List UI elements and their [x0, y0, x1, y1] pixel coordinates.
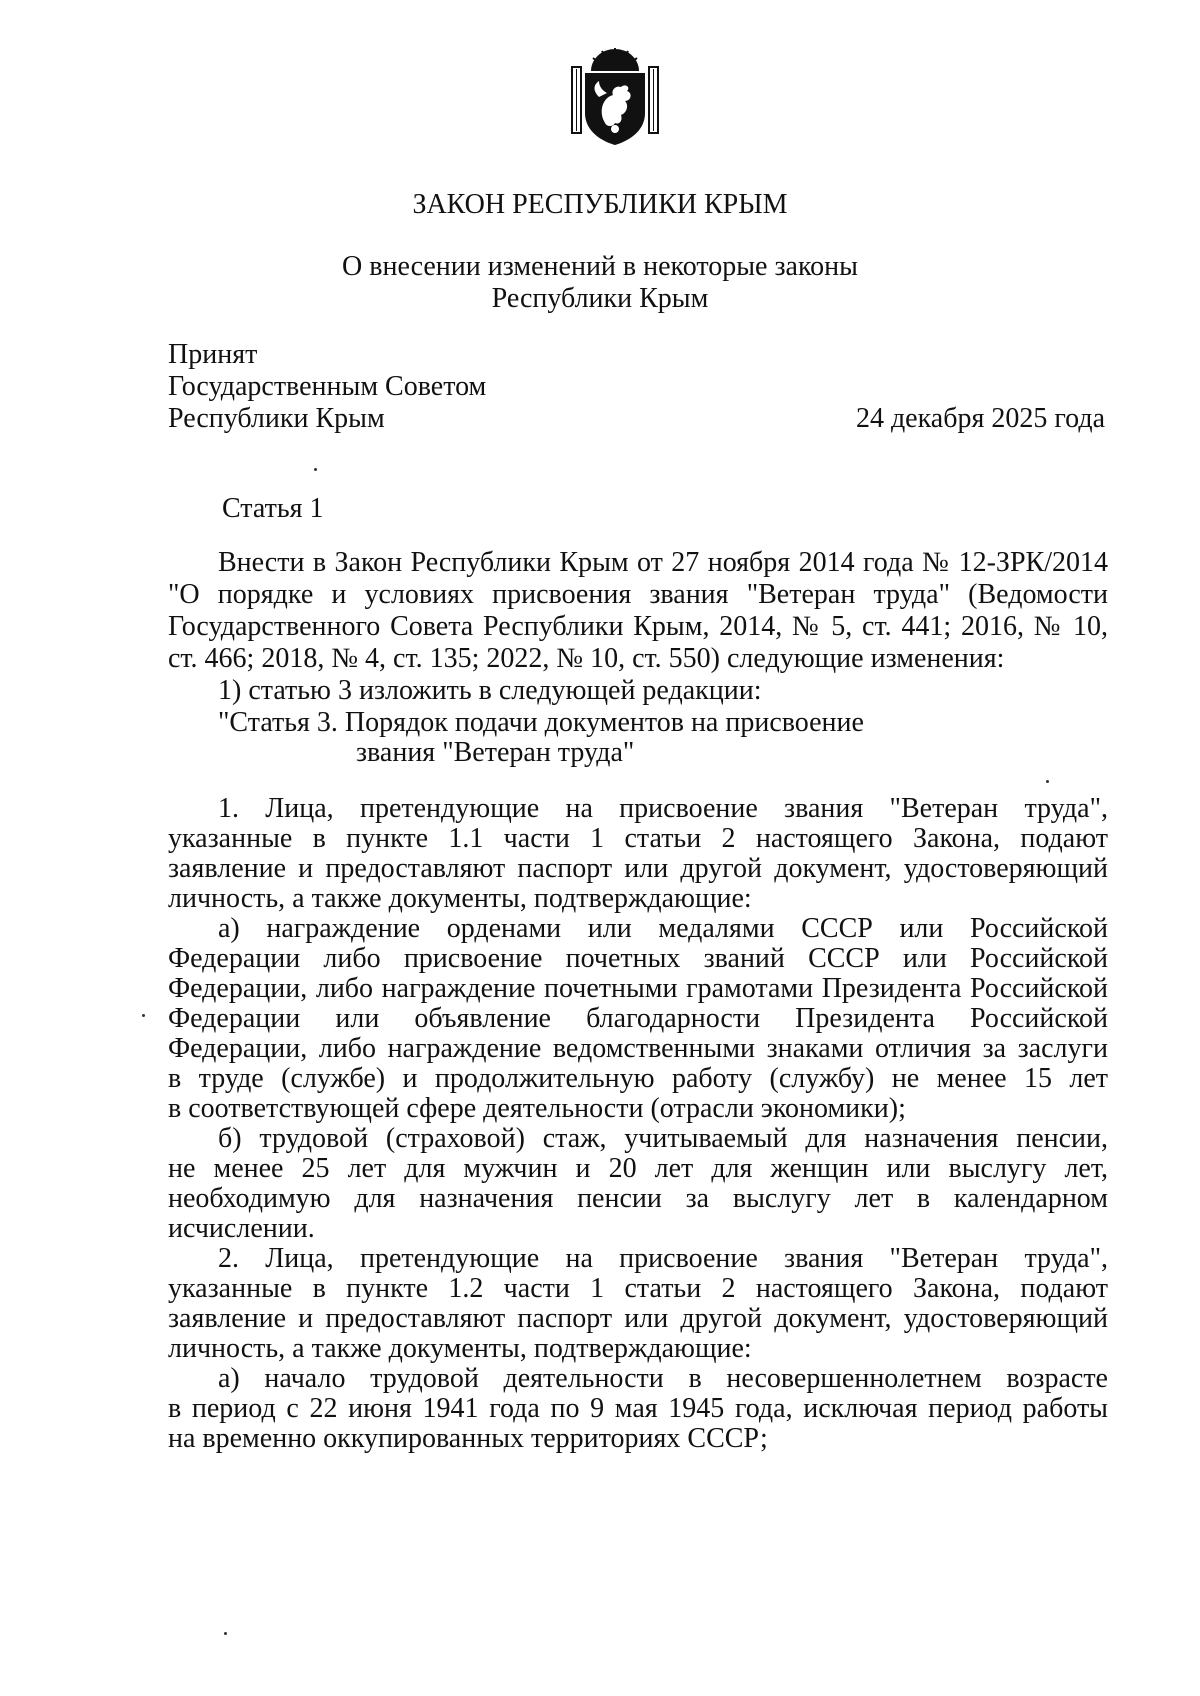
p1-line-1: 1. Лица, претендующие на присвоение звания "Ветеран труда",: [218, 793, 1108, 824]
item-1: 1) статью 3 изложить в следующей редакции:: [218, 675, 762, 706]
p1a-line-6: в труде (службе) и продолжительную работу (службу) не менее 15 лет: [168, 1063, 1108, 1094]
p2a-line-3: на временно оккупированных территориях СССР;: [168, 1423, 768, 1454]
law-subtitle-line-1: О внесении изменений в некоторые законы: [342, 251, 858, 282]
p1-line-4: личность, а также документы, подтверждающие:: [168, 883, 752, 914]
p1a-line-4: Федерации или объявление благодарности Президента Российской: [168, 1003, 1108, 1034]
intro-line-3: Государственного Совета Республики Крым, 2014, № 5, ст. 441; 2016, № 10,: [168, 611, 1108, 642]
p1a-line-7: в соответствующей сфере деятельности (отрасли экономики);: [168, 1093, 906, 1124]
p1b-line-1: б) трудовой (страховой) стаж, учитываемый для назначения пенсии,: [218, 1123, 1108, 1154]
p1a-line-2: Федерации либо присвоение почетных званий СССР или Российской: [168, 943, 1108, 974]
quoted-article-title-2: звания "Ветеран труда": [356, 737, 635, 768]
scan-speck: [142, 1014, 145, 1017]
p1b-line-3: необходимую для назначения пенсии за выслугу лет в календарном: [168, 1183, 1108, 1214]
adoption-line-3: Республики Крым: [168, 403, 385, 434]
law-subtitle-line-2: Республики Крым: [491, 283, 709, 314]
scan-speck: [314, 468, 317, 471]
p1-line-2: указанные в пункте 1.1 части 1 статьи 2 настоящего Закона, подают: [168, 823, 1108, 854]
p2-line-1: 2. Лица, претендующие на присвоение звания "Ветеран труда",: [218, 1243, 1108, 1274]
law-title: ЗАКОН РЕСПУБЛИКИ КРЫМ: [412, 189, 788, 220]
adoption-date: 24 декабря 2025 года: [855, 403, 1105, 434]
intro-line-2: "О порядке и условиях присвоения звания "Ветеран труда" (Ведомости: [168, 579, 1108, 610]
scan-speck: [1046, 780, 1049, 783]
p1b-line-2: не менее 25 лет для мужчин и 20 лет для женщин или выслугу лет,: [168, 1153, 1108, 1184]
p2a-line-1: а) начало трудовой деятельности в несовершеннолетнем возрасте: [218, 1363, 1108, 1394]
p1b-line-4: исчислении.: [168, 1213, 315, 1244]
scan-speck: [224, 1632, 227, 1635]
intro-line-4: ст. 466; 2018, № 4, ст. 135; 2022, № 10, ст. 550) следующие изменения:: [168, 643, 1005, 674]
p1-line-3: заявление и предоставляют паспорт или другой документ, удостоверяющий: [168, 853, 1108, 884]
adoption-line-1: Принят: [168, 339, 258, 370]
p1a-line-1: а) награждение орденами или медалями СССР или Российской: [218, 913, 1108, 944]
article-heading: Статья 1: [222, 493, 324, 524]
intro-line-1: Внести в Закон Республики Крым от 27 ноября 2014 года № 12-ЗРК/2014: [218, 547, 1108, 578]
quoted-article-title-1: "Статья 3. Порядок подачи документов на присвоение: [218, 707, 864, 738]
p2-line-2: указанные в пункте 1.2 части 1 статьи 2 настоящего Закона, подают: [168, 1273, 1108, 1304]
p2a-line-2: в период с 22 июня 1941 года по 9 мая 1945 года, исключая период работы: [168, 1393, 1108, 1424]
p2-line-4: личность, а также документы, подтверждающие:: [168, 1333, 752, 1364]
p2-line-3: заявление и предоставляют паспорт или другой документ, удостоверяющий: [168, 1303, 1108, 1334]
adoption-line-2: Государственным Советом: [168, 371, 487, 402]
p1a-line-3: Федерации, либо награждение почетными грамотами Президента Российской: [168, 973, 1108, 1004]
crimea-coat-of-arms-icon: [569, 45, 661, 149]
p1a-line-5: Федерации, либо награждение ведомственными знаками отличия за заслуги: [168, 1033, 1108, 1064]
